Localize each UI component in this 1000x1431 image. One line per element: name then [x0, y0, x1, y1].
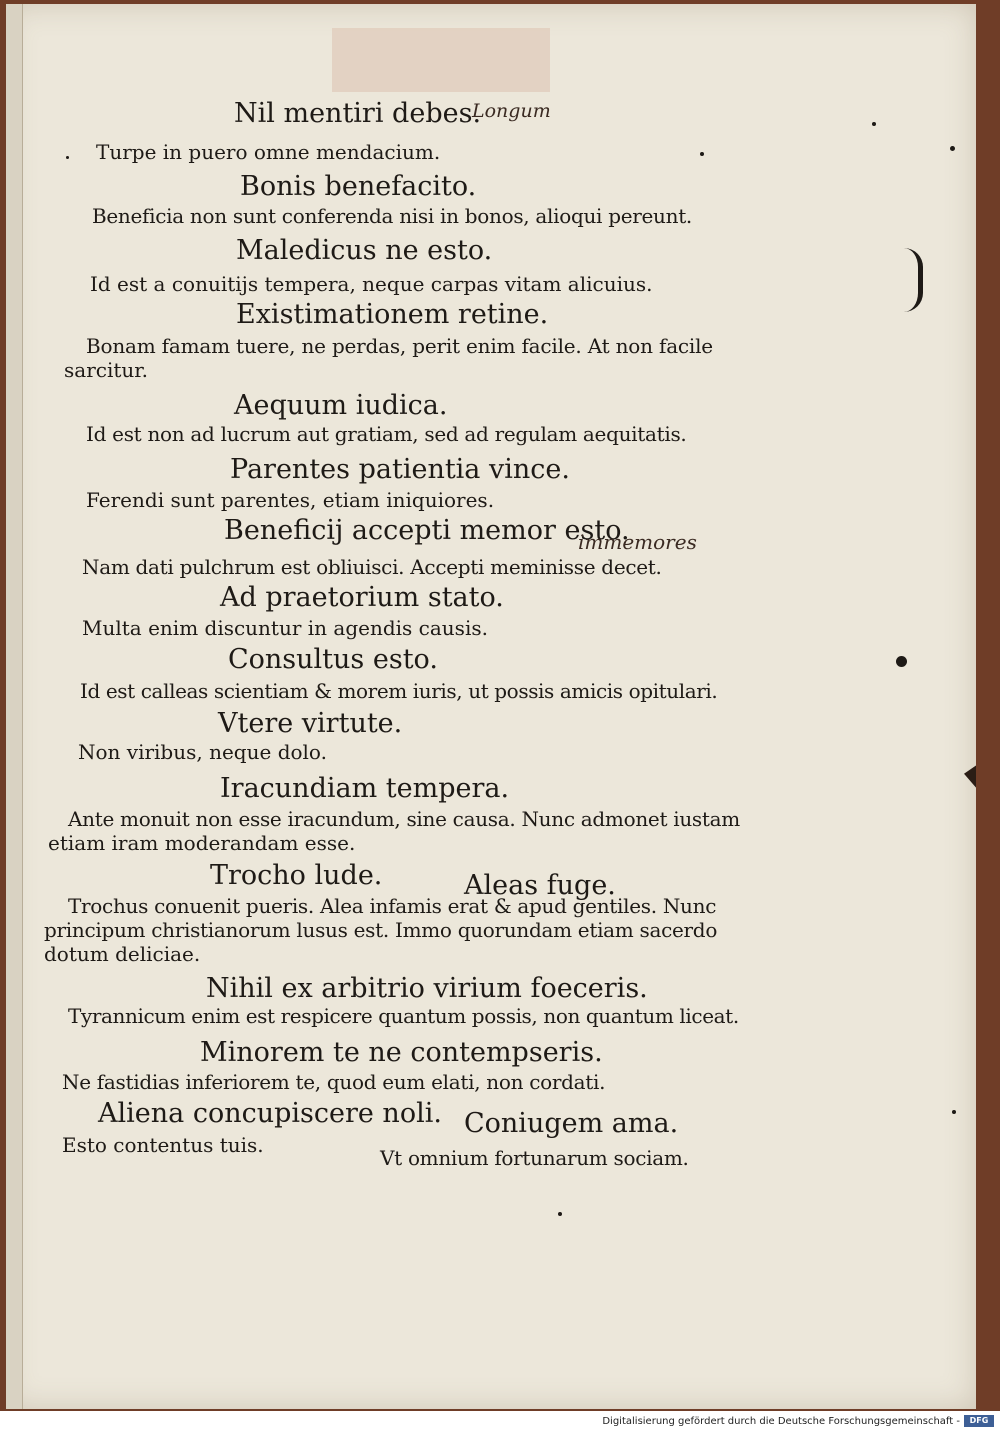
text-line: Nam dati pulchrum est obliuisci. Accepti meminisse decet. — [82, 555, 662, 579]
text-line: Ne fastidias inferiorem te, quod eum elati, non cordati. — [62, 1070, 606, 1094]
paper-repair-patch — [332, 28, 550, 92]
ink-spot — [700, 152, 704, 156]
text-line: Bonis benefacito. — [240, 171, 477, 202]
text-line: Coniugem ama. — [464, 1108, 679, 1139]
text-line: Vtere virtute. — [218, 708, 403, 739]
text-line: Vt omnium fortunarum sociam. — [380, 1146, 689, 1170]
binding-stub — [6, 4, 23, 1409]
text-line: sarcitur. — [64, 358, 148, 382]
text-line: Id est a conuitijs tempera, neque carpas vitam alicuius. — [90, 272, 653, 296]
text-line: Non viribus, neque dolo. — [78, 740, 327, 764]
ink-spot — [66, 156, 69, 159]
text-line: Maledicus ne esto. — [236, 235, 493, 266]
ink-spot — [952, 1110, 956, 1114]
ink-bracket-mark — [904, 248, 923, 312]
ink-spot — [872, 122, 876, 126]
page-edge-tear — [964, 760, 976, 806]
dfg-logo: DFG — [964, 1415, 994, 1427]
text-line: Ad praetorium stato. — [220, 582, 504, 613]
page-scan — [6, 4, 976, 1409]
text-line: Aliena concupiscere noli. — [98, 1098, 442, 1129]
text-line: Tyrannicum enim est respicere quantum possis, non quantum liceat. — [68, 1004, 739, 1028]
text-line: Id est calleas scientiam & morem iuris, ut possis amicis opitulari. — [80, 679, 718, 703]
text-line: Nihil ex arbitrio virium foeceris. — [206, 973, 648, 1004]
text-line: Consultus esto. — [228, 644, 438, 675]
text-line: Multa enim discuntur in agendis causis. — [82, 616, 488, 640]
text-line: Aequum iudica. — [234, 390, 448, 421]
text-line: Turpe in puero omne mendacium. — [96, 140, 441, 164]
text-line: etiam iram moderandam esse. — [48, 831, 356, 855]
ink-spot — [950, 146, 955, 151]
text-line: Parentes patientia vince. — [230, 454, 570, 485]
ink-spot — [558, 1212, 562, 1216]
text-line: Nil mentiri debes. — [234, 98, 482, 129]
text-line: Esto contentus tuis. — [62, 1133, 264, 1157]
text-line: Bonam famam tuere, ne perdas, perit enim facile. At non facile — [86, 334, 713, 358]
funding-credit: Digitalisierung gefördert durch die Deutsche Forschungsgemeinschaft - — [602, 1416, 960, 1427]
text-line: Ante monuit non esse iracundum, sine causa. Nunc admonet iustam — [68, 807, 740, 831]
text-line: Iracundiam tempera. — [220, 773, 510, 804]
text-line: Minorem te ne contempseris. — [200, 1037, 603, 1068]
handwritten-annotation: Longum — [472, 100, 551, 122]
text-line: Existimationem retine. — [236, 299, 549, 330]
text-line: Trochus conuenit pueris. Alea infamis erat & apud gentiles. Nunc — [68, 894, 717, 918]
text-line: Beneficij accepti memor esto. — [224, 515, 630, 546]
handwritten-annotation: immemores — [578, 530, 697, 554]
text-line: Beneficia non sunt conferenda nisi in bonos, alioqui pereunt. — [92, 204, 692, 228]
text-line: Id est non ad lucrum aut gratiam, sed ad regulam aequitatis. — [86, 422, 687, 446]
text-line: Aleas fuge. — [464, 870, 616, 901]
text-line: principum christianorum lusus est. Immo quorundam etiam sacerdo — [44, 918, 718, 942]
text-line: Ferendi sunt parentes, etiam iniquiores. — [86, 488, 495, 512]
text-line: dotum deliciae. — [44, 942, 201, 966]
text-line: Trocho lude. — [210, 860, 383, 891]
ink-spot — [896, 656, 907, 667]
footer-bar — [0, 1411, 1000, 1431]
